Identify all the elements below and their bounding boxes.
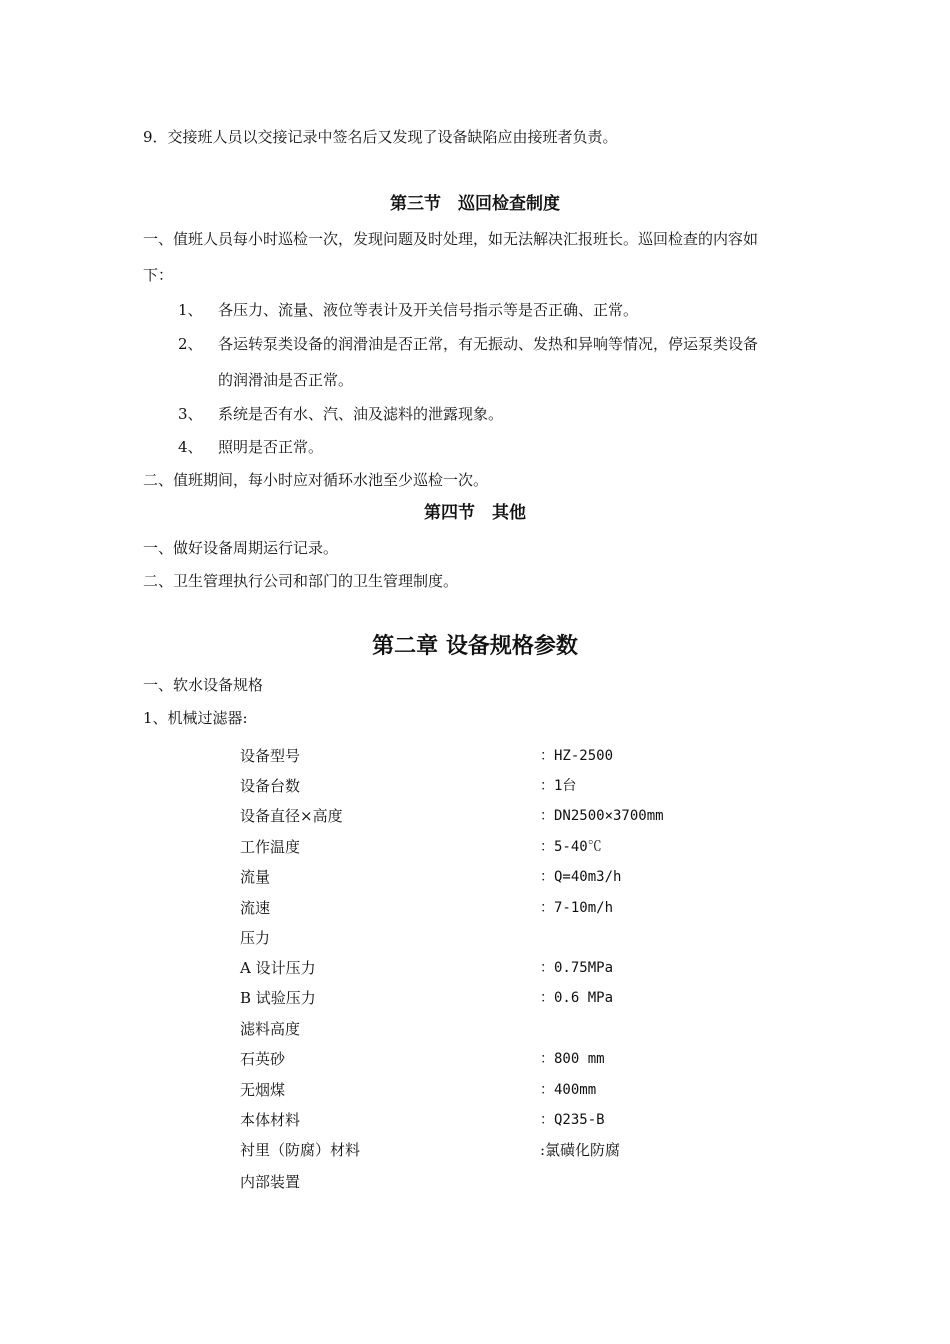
inspection-item-text: 各运转泵类设备的润滑油是否正常，有无振动、发热和异响等情况，停运泵类设备 — [218, 335, 759, 353]
spec-label: 压力 — [240, 929, 271, 947]
chapter-2-subheading-1: 一、软水设备规格 — [143, 676, 264, 694]
spec-label: 设备直径×高度 — [240, 807, 343, 825]
spec-value: ：0.6 MPa — [540, 990, 614, 1006]
inspection-item-text: 照明是否正常。 — [218, 438, 324, 456]
inspection-item-text: 系统是否有水、汽、油及滤料的泄露现象。 — [218, 405, 504, 423]
spec-label: 流量 — [240, 868, 271, 886]
inspection-item-text: 各压力、流量、液位等表计及开关信号指示等是否正确、正常。 — [218, 301, 639, 319]
inspection-item-number: 4、 — [178, 438, 203, 456]
spec-value: ：800 mm — [540, 1051, 605, 1067]
spec-value: ：5-40℃ — [540, 839, 602, 855]
spec-label: 本体材料 — [240, 1111, 301, 1129]
spec-value: ：DN2500×3700mm — [540, 808, 664, 824]
rule-item-9: 9．交接班人员以交接记录中签名后又发现了设备缺陷应由接班者负责。 — [143, 128, 618, 146]
chapter-2-title: 第二章 设备规格参数 — [372, 633, 578, 659]
spec-label: A 设计压力 — [240, 959, 316, 977]
inspection-item-text-continued: 的润滑油是否正常。 — [218, 371, 354, 389]
spec-label: 滤料高度 — [240, 1020, 301, 1038]
spec-label: 内部装置 — [240, 1173, 301, 1191]
spec-label: 无烟煤 — [240, 1081, 286, 1099]
inspection-item-number: 1、 — [178, 301, 203, 319]
spec-value: ：1台 — [540, 778, 577, 794]
spec-label: 工作温度 — [240, 838, 301, 856]
spec-label: 设备型号 — [240, 747, 301, 765]
spec-label: 流速 — [240, 899, 271, 917]
section-4-paragraph-1: 一、做好设备周期运行记录。 — [143, 539, 339, 557]
spec-label: 衬里（防腐）材料 — [240, 1141, 361, 1159]
spec-value: ：400mm — [540, 1082, 597, 1098]
section-3-paragraph-1-line-2: 下： — [143, 266, 174, 284]
section-3-paragraph-1-line-1: 一、值班人员每小时巡检一次，发现问题及时处理，如无法解决汇报班长。巡回检查的内容如 — [143, 230, 759, 248]
chapter-2-subheading-2: 1、机械过滤器: — [143, 709, 248, 727]
section-4-title: 第四节 其他 — [424, 503, 526, 523]
spec-value: ：Q235-B — [540, 1112, 605, 1128]
spec-value: ：Q=40m3/h — [540, 869, 622, 885]
section-4-paragraph-2: 二、卫生管理执行公司和部门的卫生管理制度。 — [143, 572, 459, 590]
spec-label: 石英砂 — [240, 1050, 286, 1068]
spec-label: B 试验压力 — [240, 989, 316, 1007]
section-3-title: 第三节 巡回检查制度 — [390, 194, 560, 214]
section-3-paragraph-2: 二、值班期间，每小时应对循环水池至少巡检一次。 — [143, 471, 489, 489]
spec-label: 设备台数 — [240, 777, 301, 795]
inspection-item-number: 3、 — [178, 405, 203, 423]
spec-value: ：7-10m/h — [540, 900, 614, 916]
inspection-item-number: 2、 — [178, 335, 203, 353]
spec-value: :氯磺化防腐 — [540, 1141, 621, 1159]
spec-value: ：HZ-2500 — [540, 748, 614, 764]
spec-value: ：0.75MPa — [540, 960, 614, 976]
